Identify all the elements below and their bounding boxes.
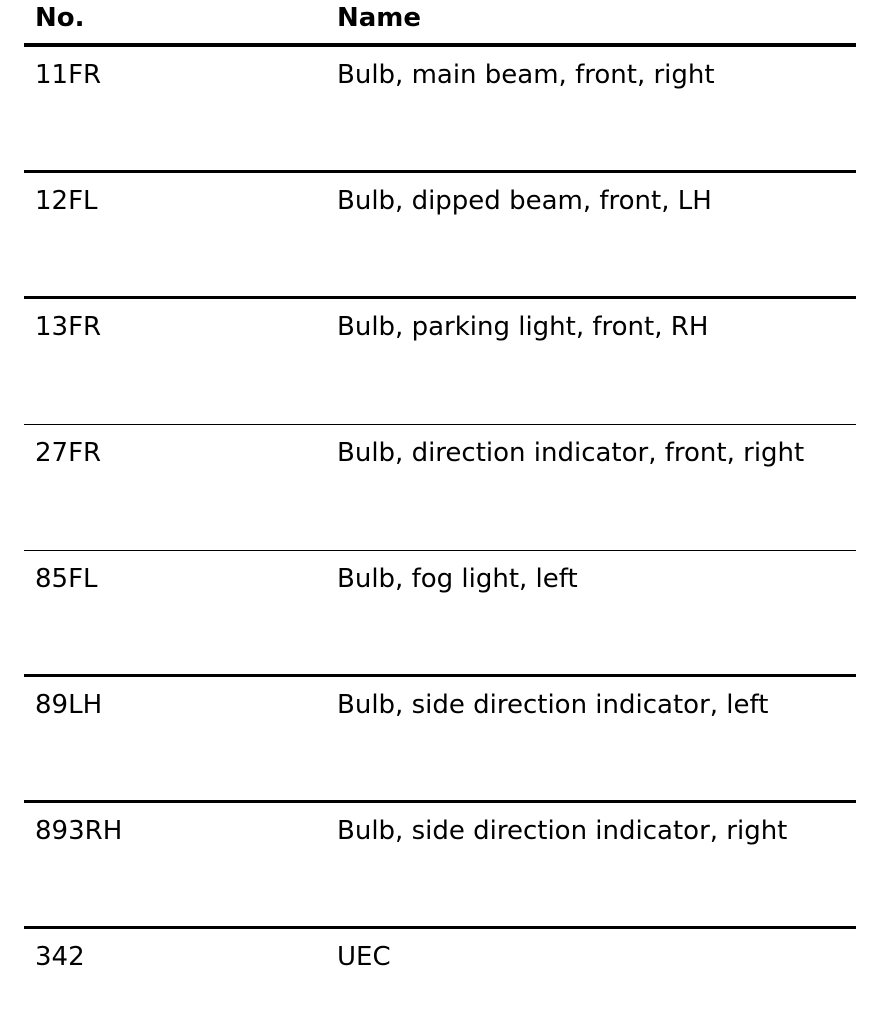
table-row <box>24 425 856 551</box>
part-name: Bulb, main beam, front, right <box>337 60 715 90</box>
part-number: 27FR <box>35 438 102 468</box>
column-header-name: Name <box>337 3 422 33</box>
table-row <box>24 551 856 677</box>
part-name: UEC <box>337 942 391 972</box>
part-name: Bulb, parking light, front, RH <box>337 312 709 342</box>
part-number: 85FL <box>35 564 98 594</box>
part-name: Bulb, fog light, left <box>337 564 578 594</box>
table-row <box>24 173 856 299</box>
part-name: Bulb, side direction indicator, right <box>337 816 788 846</box>
table-row <box>24 677 856 803</box>
part-number: 12FL <box>35 186 98 216</box>
part-number: 13FR <box>35 312 102 342</box>
part-name: Bulb, dipped beam, front, LH <box>337 186 712 216</box>
column-header-no: No. <box>35 3 85 33</box>
table-row <box>24 929 856 1009</box>
part-number: 11FR <box>35 60 102 90</box>
part-name: Bulb, direction indicator, front, right <box>337 438 805 468</box>
part-number: 893RH <box>35 816 123 846</box>
table-row <box>24 803 856 929</box>
part-number: 342 <box>35 942 85 972</box>
table-header <box>24 0 856 47</box>
table-row <box>24 47 856 173</box>
parts-table <box>24 0 856 1009</box>
part-number: 89LH <box>35 690 103 720</box>
table-row <box>24 299 856 425</box>
part-name: Bulb, side direction indicator, left <box>337 690 769 720</box>
